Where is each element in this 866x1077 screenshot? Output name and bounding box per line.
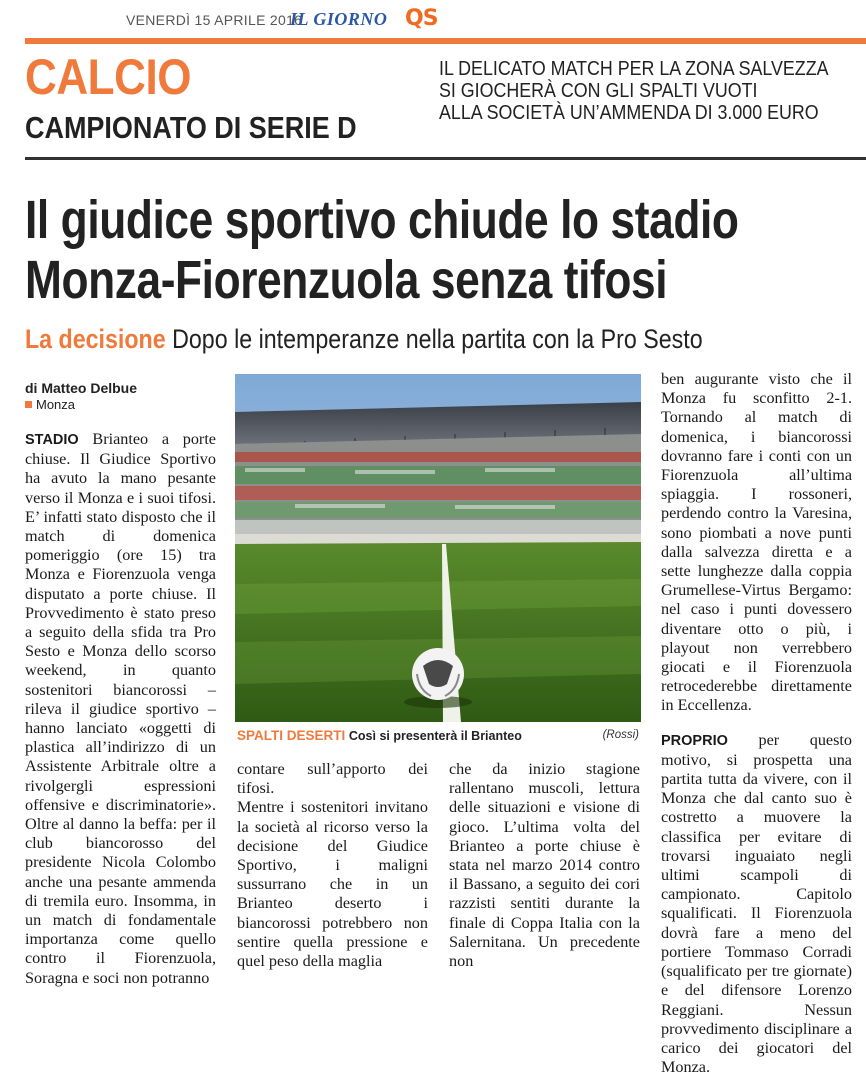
article-headline [25, 190, 866, 310]
column-text: che da inizio stagione rallentano muscoli, lettura delle situazioni e visione di gioco. L’ultima volta del Brianteo a porte chiuse è stata nel marzo 2014 contro il Bassano, a seguito dei cori razzisti sentiti durante la finale di Coppa Italia con la Salernitana. Un precedente non [449, 760, 640, 971]
headline-line: Il giudice sportivo chiude lo stadio [25, 190, 739, 250]
header-divider [25, 157, 866, 160]
paragraph-lead: STADIO [25, 432, 79, 448]
newspaper-name: IL GIORNO [290, 9, 388, 29]
bullet-square-icon [25, 401, 32, 408]
article-column-2 [237, 760, 428, 971]
section-brief [439, 58, 829, 124]
deck-tag: La decisione [25, 324, 166, 354]
headline-line: Monza-Fiorenzuola senza tifosi [25, 250, 668, 310]
column-text: contare sull’apporto dei tifosi. [237, 760, 428, 798]
caption-text: Così si presenterà il Brianteo [348, 729, 522, 743]
column-text: per questo motivo, si prospetta una partita tutta da vivere, con il Monza che dal canto suo è costretto a muovere la classifica per evitare di trovarsi inguaiato negli ultimi scampoli di campionato. Capitolo squalificati. Il Fiorenzuola dovrà fare a meno del portiere Tommaso Corradi (squalificato per tre giornate) e del difensore Lorenzo Reggiani. Nessun provvedimento disciplinare a carico dei giocatori del Monza. [661, 730, 852, 1077]
paragraph-lead: PROPRIO [661, 732, 728, 749]
brand-logo: QS [405, 6, 438, 31]
brief-line: SI GIOCHERÀ CON GLI SPALTI VUOTI [439, 79, 758, 102]
column-text: Brianteo a porte chiuse. Il Giudice Sportivo ha avuto la mano pesante verso il Monza e i suoi tifosi. E’ infatti stato disposto che il match di domenica pomeriggio (ore 15) tra Monza e Fiorenzuola venga disputato a porte chiuse. Il Provvedimento è stato preso a seguito della sfida tra Pro Sesto e Monza dello scorso weekend, in quanto sostenitori biancorossi – rileva il giudice sportivo – hanno lanciato «oggetti di plastica all’indirizzo di un Assistente Arbitrale oltre a rivolgergli espressioni offensive e discriminatorie». Oltre al danno la beffa: per il club biancorosso del presidente Nicola Colombo anche una pesante ammenda di tremila euro. Insomma, in un match di fondamentale importanza come quello contro il Fiorenzuola, Soragna e soci non potranno [25, 430, 216, 987]
photo-credit: (Rossi) [602, 729, 639, 741]
brief-line: IL DELICATO MATCH PER LA ZONA SALVEZZA [439, 57, 829, 80]
issue-date: VENERDÌ 15 APRILE 2016 [126, 12, 303, 28]
section-header [25, 48, 866, 154]
dateline-location: Monza [36, 397, 76, 412]
dateline [25, 397, 75, 412]
section-kicker: CALCIO [25, 49, 192, 105]
stadium-photo [235, 374, 641, 722]
photo-caption [237, 728, 641, 743]
section-rule [25, 38, 866, 44]
column-text: Mentre i sostenitori invitano la società al ricorso verso la decisione del Giudice Sportivo, i maligni sussurrano che in un Brianteo deserto i biancorossi potrebbero non sentire quella pressione e quel peso della maglia [237, 798, 428, 971]
column-text: ben augurante visto che il Monza fu sconfitto 2-1. Tornando al match di domenica, i biancorossi dovranno fare i conti con un Fiorenzuola all’ultima spiaggia. I rossoneri, perdendo contro la Varesina, sono piombati a nove punti dalla salvezza diretta e a sette lunghezze dalla coppia Grumellese-Virtus Bergamo: nel caso i punti dovessero diventare otto o più, i playout non verrebbero giocati e il Fiorenzuola retrocederebbe direttamente in Eccellenza. [661, 370, 852, 715]
section-subtitle: CAMPIONATO DI SERIE D [25, 110, 357, 145]
article-column-3 [449, 760, 640, 971]
masthead [0, 0, 866, 38]
article-column-4 [661, 370, 852, 1077]
caption-tag: SPALTI DESERTI [237, 728, 346, 743]
deck-text: Dopo le intemperanze nella partita con la Pro Sesto [172, 324, 703, 354]
article-column-1 [25, 430, 216, 988]
author-byline: di Matteo Delbue [25, 380, 138, 396]
article-deck [25, 324, 703, 355]
brief-line: ALLA SOCIETÀ UN’AMMENDA DI 3.000 EURO [439, 101, 819, 124]
